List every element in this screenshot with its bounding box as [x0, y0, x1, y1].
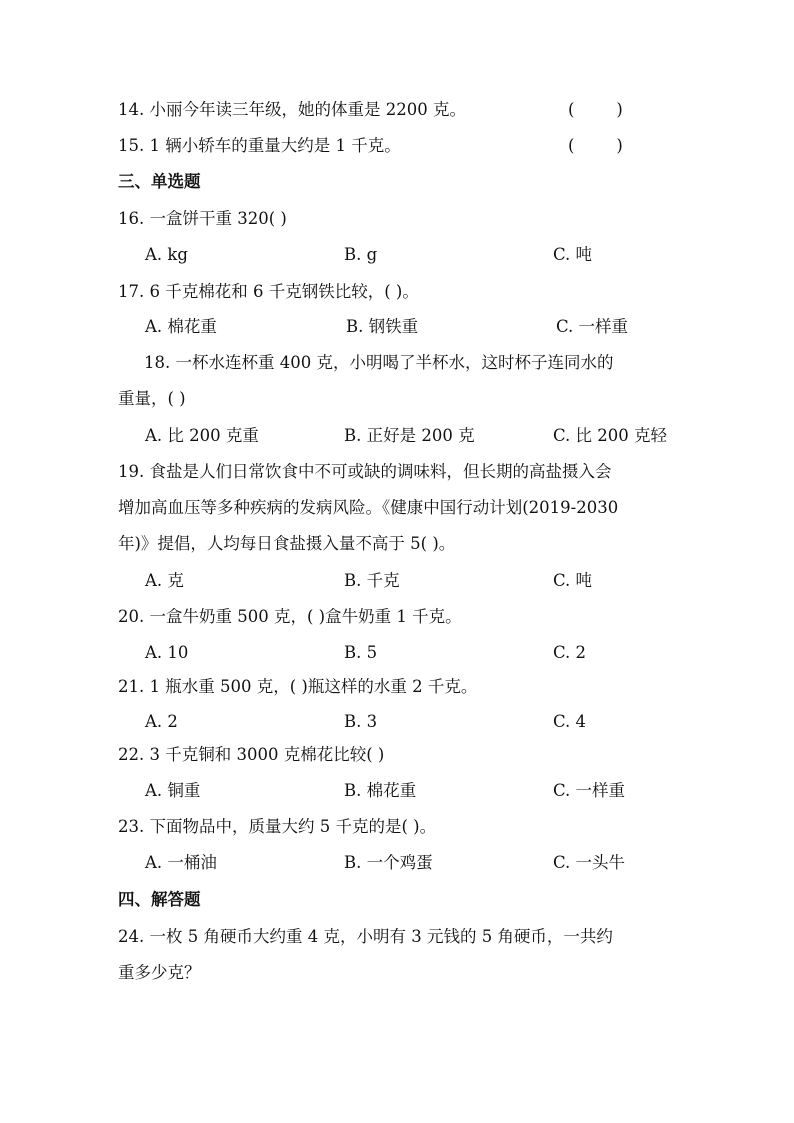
question-20-stem: 20. 一盒牛奶重 500 克，( )盒牛奶重 1 千克。 — [118, 607, 462, 626]
question-23-stem: 23. 下面物品中，质量大约 5 千克的是( )。 — [118, 817, 437, 836]
question-15-text: 15. 1 辆小轿车的重量大约是 1 千克。 — [118, 136, 401, 155]
question-14-text: 14. 小丽今年读三年级，她的体重是 2200 克。 — [118, 100, 466, 119]
question-21-option-b[interactable]: B. 3 — [344, 712, 378, 731]
question-24-stem-line-2: 重多少克？ — [118, 963, 201, 982]
question-16-option-c[interactable]: C. 吨 — [553, 245, 593, 264]
question-17-stem: 17. 6 千克棉花和 6 千克钢铁比较，( )。 — [118, 282, 419, 301]
question-19-stem-line-1: 19. 食盐是人们日常饮食中不可或缺的调味料，但长期的高盐摄入会 — [118, 462, 612, 481]
question-18-option-a[interactable]: A. 比 200 克重 — [145, 426, 259, 445]
question-17-option-b[interactable]: B. 钢铁重 — [346, 317, 419, 336]
answer-blank-14[interactable]: ( ) — [568, 100, 623, 119]
question-22-stem: 22. 3 千克铜和 3000 克棉花比较( ) — [118, 745, 385, 764]
question-18-option-c[interactable]: C. 比 200 克轻 — [553, 426, 668, 445]
question-21-option-c[interactable]: C. 4 — [553, 712, 587, 731]
question-19-stem-line-2: 增加高血压等多种疾病的发病风险。《健康中国行动计划(2019-2030 — [118, 498, 619, 517]
question-17-option-c[interactable]: C. 一样重 — [556, 317, 629, 336]
question-20-option-c[interactable]: C. 2 — [553, 643, 587, 662]
question-19-option-a[interactable]: A. 克 — [145, 571, 184, 590]
question-20-option-b[interactable]: B. 5 — [344, 643, 378, 662]
question-21-option-a[interactable]: A. 2 — [145, 712, 178, 731]
question-22-option-a[interactable]: A. 铜重 — [145, 781, 201, 800]
question-23-option-a[interactable]: A. 一桶油 — [145, 853, 217, 872]
section-title-problem-solving: 四、解答题 — [118, 890, 201, 909]
question-23-option-b[interactable]: B. 一个鸡蛋 — [344, 853, 433, 872]
question-18-stem-line-1: 18. 一杯水连杯重 400 克，小明喝了半杯水，这时杯子连同水的 — [144, 353, 614, 372]
question-20-option-a[interactable]: A. 10 — [145, 643, 189, 662]
question-19-stem-line-3: 年)》提倡，人均每日食盐摄入量不高于 5( )。 — [118, 534, 456, 553]
question-19-option-c[interactable]: C. 吨 — [553, 571, 593, 590]
question-16-option-b[interactable]: B. g — [344, 245, 378, 264]
question-24-stem-line-1: 24. 一枚 5 角硬币大约重 4 克，小明有 3 元钱的 5 角硬币，一共约 — [118, 927, 613, 946]
question-16-stem: 16. 一盒饼干重 320( ) — [118, 209, 287, 228]
section-title-single-choice: 三、单选题 — [118, 172, 201, 191]
question-21-stem: 21. 1 瓶水重 500 克，( )瓶这样的水重 2 千克。 — [118, 677, 478, 696]
question-22-option-c[interactable]: C. 一样重 — [553, 781, 626, 800]
question-22-option-b[interactable]: B. 棉花重 — [344, 781, 417, 800]
question-17-option-a[interactable]: A. 棉花重 — [145, 317, 217, 336]
question-16-option-a[interactable]: A. kg — [145, 245, 188, 264]
question-18-option-b[interactable]: B. 正好是 200 克 — [344, 426, 475, 445]
question-23-option-c[interactable]: C. 一头牛 — [553, 853, 626, 872]
answer-blank-15[interactable]: ( ) — [568, 136, 623, 155]
question-18-stem-line-2: 重量，( ) — [118, 389, 186, 408]
question-19-option-b[interactable]: B. 千克 — [344, 571, 400, 590]
